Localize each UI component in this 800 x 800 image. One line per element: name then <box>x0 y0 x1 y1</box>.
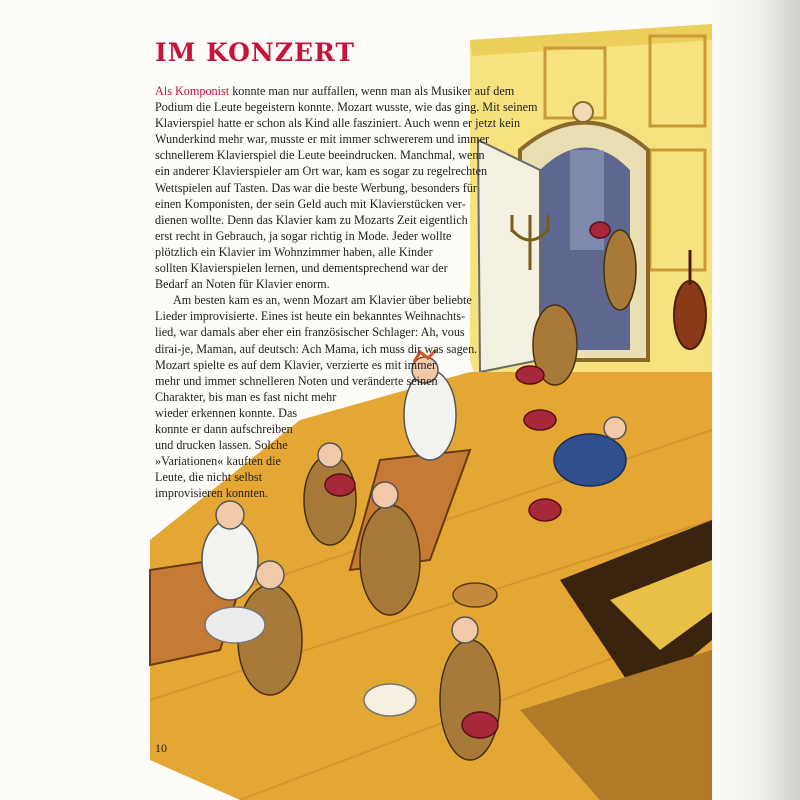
text-line: mehr und immer schnelleren Noten und veränderte seinen <box>155 373 438 388</box>
text-line: einen Komponisten, der sein Geld auch mit Klavierstücken ver- <box>155 196 466 211</box>
text-line: improvisieren konnten. <box>155 486 269 501</box>
text-line: Lieder improvisierte. Eines ist heute ein bekanntes Weihnachts- <box>155 309 466 324</box>
text-line: Wettspielen auf Tasten. Das war die beste Werbung, besonders für <box>155 180 477 195</box>
text-line: Wunderkind mehr war, musste er mit immer schwererem und immer <box>155 132 490 147</box>
text-line: dienen wollte. Denn das Klavier kam zu Mozarts Zeit eigentlich <box>155 212 468 227</box>
cello <box>674 281 706 349</box>
text-line: Charakter, bis man es fast nicht mehr <box>155 389 337 404</box>
text-line: Am besten kam es an, wenn Mozart am Klavier über beliebte <box>173 293 472 308</box>
dog-brown <box>453 583 497 607</box>
text-line: schnellerem Klavierspiel die Leute beeindrucken. Manchmal, wenn <box>155 148 485 163</box>
dog-white <box>364 684 416 716</box>
text-line: und drucken lassen. Solche <box>155 438 288 453</box>
lead-in: Als Komponist <box>155 84 230 98</box>
text-line: Klavierspiel hatte er schon als Kind alle fasziniert. Auch wenn er jetzt kein <box>155 116 521 131</box>
text-line: Leute, die nicht selbst <box>155 470 262 485</box>
text-line: lied, war damals aber eher ein französischer Schlager: Ah, vous <box>155 325 465 340</box>
text-line: ein anderer Klavierspieler am Ort war, kam es sogar zu regelrechten <box>155 164 488 179</box>
cherub-ornament <box>573 102 593 122</box>
page-number: 10 <box>155 741 167 755</box>
text-line: dirai-je, Maman, auf deutsch: Ach Mama, ich muss dir was sagen. <box>155 341 478 356</box>
text-line: Bedarf an Noten für Klavier enorm. <box>155 277 330 292</box>
text-line: wieder erkennen konnte. Das <box>155 405 298 420</box>
text-line: konnte er dann aufschreiben <box>155 421 293 436</box>
page-title: IM KONZERT <box>155 38 356 67</box>
text-line: erst recht in Gebrauch, ja sogar richtig in Mode. Jeder wollte <box>155 228 452 243</box>
text-line: Als Komponist konnte man nur auffallen, wenn man als Musiker auf dem <box>155 84 515 98</box>
text-line: Mozart spielte es auf dem Klavier, verzierte es mit immer <box>155 357 437 372</box>
text-line: plötzlich ein Klavier im Wohnzimmer haben, alle Kinder <box>155 244 433 259</box>
article-body <box>155 83 538 501</box>
text-line: sollten Klavierspielen lernen, und dementsprechend war der <box>155 261 448 276</box>
text-line: Podium die Leute begeistern konnte. Mozart wusste, wie das ging. Mit seinem <box>155 100 538 115</box>
text-line: »Variationen« kauften die <box>155 454 281 469</box>
